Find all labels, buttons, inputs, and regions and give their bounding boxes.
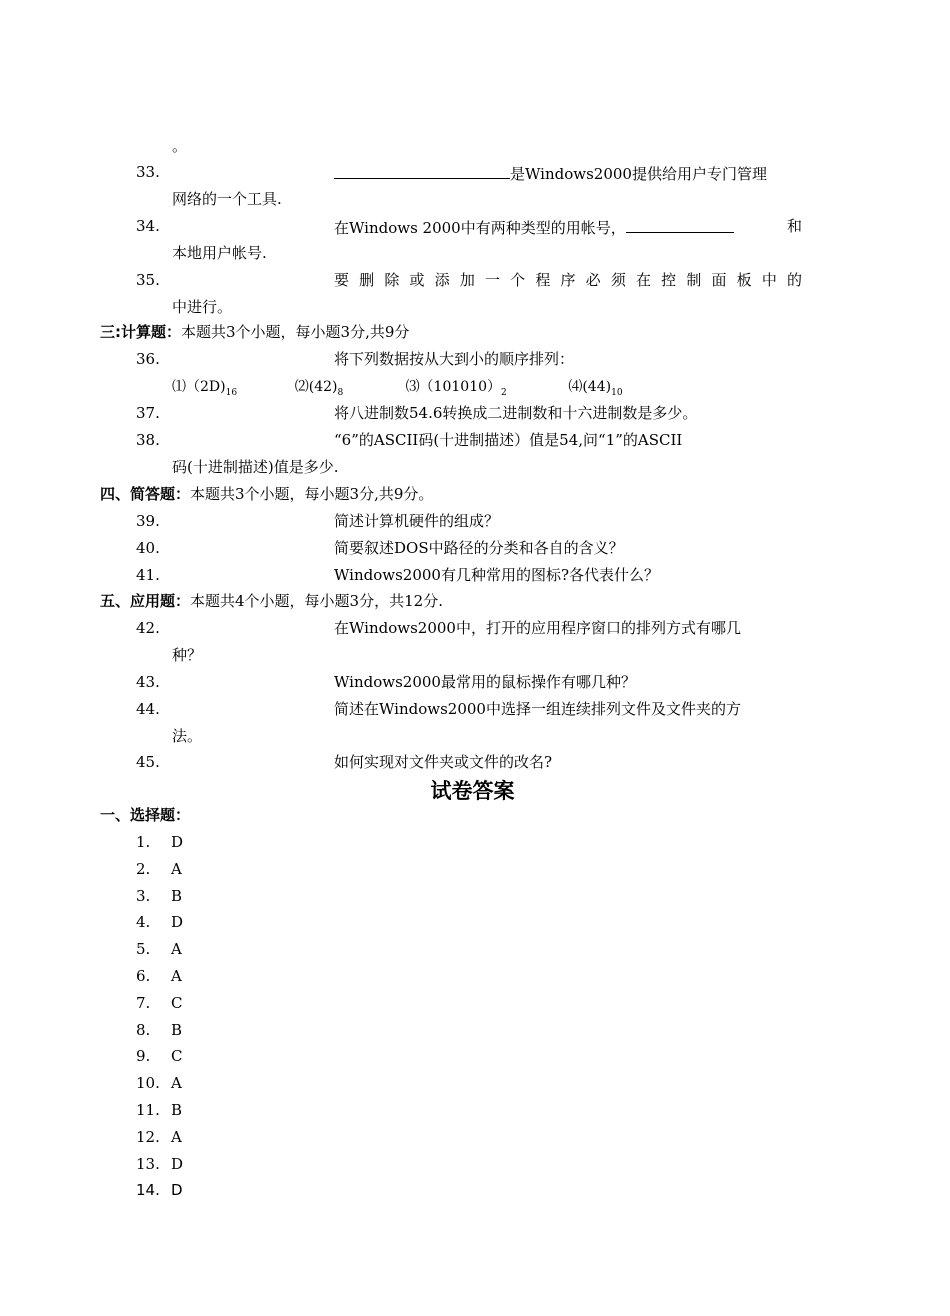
answer-value: B (171, 1021, 183, 1039)
answer-number: 9. (136, 1047, 151, 1065)
answer-number: 6. (136, 967, 151, 985)
answer-value: A (171, 967, 182, 985)
question-44-text: 简述在Windows2000中选择一组连续排列文件及文件夹的方 (334, 700, 741, 718)
answer-key-title: 试卷答案 (430, 779, 515, 803)
question-35-continuation: 中进行。 (172, 298, 233, 316)
option-3: $⑶(101010)_2$ (405, 379, 507, 398)
answer-number: 4. (136, 913, 151, 931)
answer-number: 5. (136, 940, 151, 958)
answer-number: 7. (136, 994, 151, 1012)
answer-blank (626, 216, 734, 233)
question-number: 38. (136, 431, 160, 449)
answer-value: A (171, 860, 182, 878)
question-number: 35. (136, 271, 160, 289)
question-35-text: 要删除或添加一个程序必须在控制面板中的 (334, 271, 802, 289)
answer-value: D (171, 1155, 184, 1173)
question-42-text: 在Windows2000中，打开的应用程序窗口的排列方式有哪几 (334, 619, 741, 637)
section-heading-short-answer: 四、简答题：本题共3个小题，每小题3分,共9分。 (100, 485, 434, 503)
answer-number: 11. (136, 1101, 160, 1119)
question-40-text: 简要叙述DOS中路径的分类和各自的含义？ (334, 539, 624, 557)
question-34-text: 在Windows 2000中有两种类型的用帐号， 和 (334, 217, 802, 237)
option-4: $⑷(44)_{10}$ (568, 379, 623, 398)
answer-value: C (171, 1047, 183, 1065)
question-45-text: 如何实现对文件夹或文件的改名? (334, 753, 553, 771)
section-heading-application: 五、应用题：本题共4个小题，每小题3分，共12分. (100, 592, 443, 610)
question-number: 37. (136, 404, 160, 422)
question-33-continuation: 网络的一个工具. (172, 190, 282, 208)
question-38-continuation: 码(十进制描述)值是多少. (172, 458, 339, 476)
question-number: 40. (136, 539, 160, 557)
question-42-continuation: 种？ (172, 646, 203, 664)
answer-number: 10. (136, 1074, 160, 1092)
answer-value: C (171, 994, 183, 1012)
option-1: $⑴(2D)_{16}$ (172, 379, 238, 398)
answer-value: A (171, 1074, 182, 1092)
answer-value: A (171, 940, 182, 958)
question-44-continuation: 法。 (172, 727, 203, 745)
answer-number: 1. (136, 833, 151, 851)
answer-number: 12. (136, 1128, 160, 1146)
question-number: 44. (136, 700, 160, 718)
question-41-text: Windows2000有几种常用的图标?各代表什么？ (334, 566, 659, 584)
fragment-period: 。 (172, 137, 188, 155)
answer-value: D (171, 1181, 183, 1199)
answer-number: 13. (136, 1155, 160, 1173)
answer-section-heading: 一、选择题： (100, 806, 191, 824)
question-number: 41. (136, 566, 160, 584)
answer-value: A (171, 1128, 182, 1146)
answer-number: 3. (136, 887, 151, 905)
answer-value: D (171, 833, 184, 851)
question-number: 45. (136, 753, 160, 771)
question-38-text: “6”的ASCII码(十进制描述）值是54,问“1”的ASCII (334, 431, 683, 449)
question-number: 43. (136, 673, 160, 691)
question-39-text: 简述计算机硬件的组成？ (334, 512, 500, 530)
question-number: 39. (136, 512, 160, 530)
question-number: 36. (136, 350, 160, 368)
question-36-text: 将下列数据按从大到小的顺序排列： (334, 350, 575, 368)
question-34-continuation: 本地用户帐号. (172, 244, 267, 262)
question-43-text: Windows2000最常用的鼠标操作有哪几种？ (334, 673, 636, 691)
question-33-text: 是Windows2000提供给用户专门管理 (334, 162, 802, 184)
option-2: $⑵(42)_8$ (294, 379, 344, 398)
question-37-text: 将八进制数54.6转换成二进制数和十六进制数是多少。 (334, 404, 698, 422)
answer-number: 14. (136, 1181, 160, 1199)
answer-value: B (171, 1101, 183, 1119)
question-36-options (172, 376, 645, 403)
question-number: 33. (136, 163, 160, 181)
section-heading-calculation: 三:计算题：本题共3个小题，每小题3分,共9分 (100, 323, 410, 341)
question-number: 42. (136, 619, 160, 637)
answer-number: 8. (136, 1021, 151, 1039)
answer-value: D (171, 913, 184, 931)
answer-value: B (171, 887, 183, 905)
question-number: 34. (136, 217, 160, 235)
answer-number: 2. (136, 860, 151, 878)
answer-blank (334, 162, 510, 179)
